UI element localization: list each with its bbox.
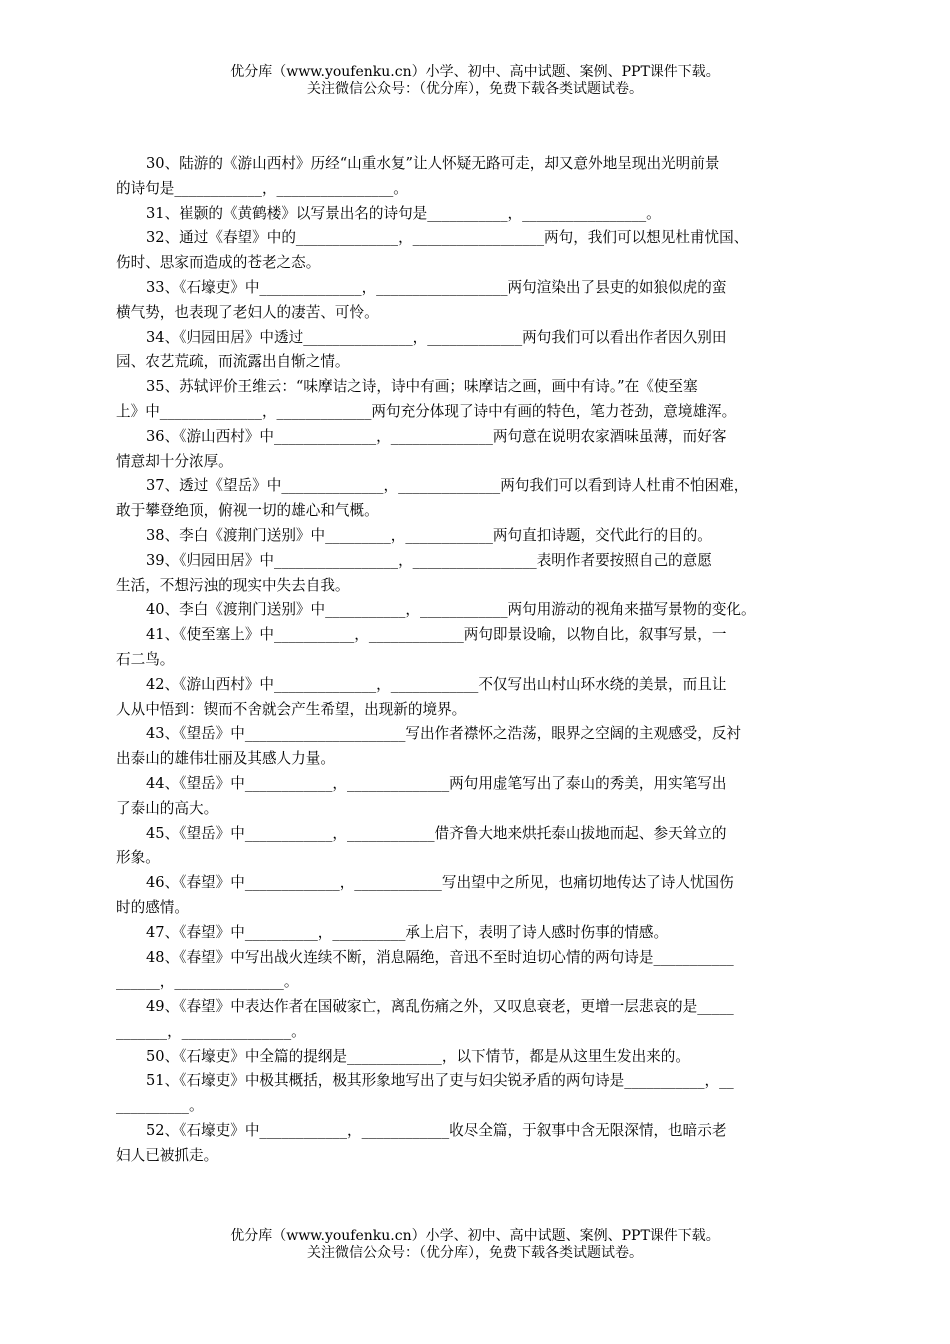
question-33 — [116, 276, 836, 326]
question-43 — [116, 722, 836, 772]
question-30 — [116, 152, 836, 202]
question-49 — [116, 995, 836, 1045]
question-37 — [116, 474, 836, 524]
footer-line-1: 优分库（www.youfenku.cn）小学、初中、高中试题、案例、PPT课件下载。 — [230, 1228, 720, 1244]
question-text: 45、《望岳》中____________，____________借齐鲁大地来烘托泰山拔地而起、参天耸立的 — [146, 824, 727, 842]
question-41 — [116, 623, 836, 673]
question-text: 37、透过《望岳》中______________，______________两句我们可以看到诗人杜甫不怕困难， — [146, 477, 749, 495]
question-text: 46、《春望》中_____________，____________写出望中之所见，也痛切地传达了诗人忧国伤 — [146, 874, 734, 892]
question-text: 33、《石壕吏》中______________，__________________两句渲染出了县吏的如狼似虎的蛮 — [146, 278, 727, 296]
question-36 — [116, 425, 836, 475]
question-text: 38、李白《渡荆门送别》中_________，____________两句直扣诗题，交代此行的目的。 — [146, 526, 712, 544]
question-50 — [116, 1045, 836, 1070]
question-51 — [116, 1069, 836, 1119]
question-text-cont: 人从中悟到：锲而不舍就会产生希望，出现新的境界。 — [116, 700, 467, 718]
question-text: 32、通过《春望》中的______________，__________________两句，我们可以想见杜甫忧国、 — [146, 229, 749, 247]
question-35 — [116, 375, 836, 425]
question-text: 51、《石壕吏》中极其概括，极其形象地写出了吏与妇尖锐矛盾的两句诗是___________，__ — [146, 1072, 734, 1090]
question-34 — [116, 326, 836, 376]
question-text-cont: 出泰山的雄伟壮丽及其感人力量。 — [116, 750, 335, 768]
question-text: 35、苏轼评价王维云：“味摩诘之诗，诗中有画；味摩诘之画，画中有诗。”在《使至塞 — [146, 378, 698, 396]
question-52 — [116, 1119, 836, 1169]
page-footer — [0, 1228, 950, 1262]
question-44 — [116, 772, 836, 822]
question-46 — [116, 871, 836, 921]
question-text-cont: 石二鸟。 — [116, 650, 175, 668]
question-text-cont: 敢于攀登绝顶，俯视一切的雄心和气概。 — [116, 502, 379, 520]
question-32 — [116, 226, 836, 276]
page-header — [0, 64, 950, 98]
question-text: 31、崔颢的《黄鹤楼》以写景出名的诗句是___________，_________________。 — [146, 204, 661, 222]
question-text-cont: 时的感情。 — [116, 898, 189, 916]
question-38 — [116, 524, 836, 549]
question-text: 44、《望岳》中____________，______________两句用虚笔写出了泰山的秀美，用实笔写出 — [146, 774, 727, 792]
question-text: 30、陆游的《游山西村》历经“山重水复”让人怀疑无路可走，却又意外地呈现出光明前景 — [146, 155, 720, 172]
question-list — [116, 152, 836, 1169]
question-text: 50、《石壕吏》中全篇的提纲是_____________，以下情节，都是从这里生发出来的。 — [146, 1047, 690, 1065]
question-42 — [116, 673, 836, 723]
question-text-cont: 的诗句是____________，________________。 — [116, 179, 408, 197]
footer-line-2: 关注微信公众号：（优分库），免费下载各类试题试卷。 — [307, 1245, 643, 1261]
question-39 — [116, 549, 836, 599]
question-text: 34、《归园田居》中透过_______________，_____________两句我们可以看出作者因久别田 — [146, 328, 727, 346]
question-text: 39、《归园田居》中_________________，_________________表明作者要按照自己的意愿 — [146, 551, 712, 569]
question-text-cont: __________。 — [116, 1097, 204, 1115]
question-text-cont: _______，_______________。 — [116, 1022, 306, 1040]
question-text: 48、《春望》中写出战火连续不断，消息隔绝，音迅不至时迫切心情的两句诗是___________ — [146, 948, 734, 966]
question-text-cont: 上》中______________，_____________两句充分体现了诗中有画的特色，笔力苍劲，意境雄浑。 — [116, 402, 737, 420]
header-line-1: 优分库（www.youfenku.cn）小学、初中、高中试题、案例、PPT课件下载。 — [230, 64, 720, 80]
question-text-cont: 园、农艺荒疏，而流露出自惭之情。 — [116, 353, 350, 371]
question-text: 49、《春望》中表达作者在国破家亡，离乱伤痛之外，又叹息衰老，更增一层悲哀的是_____ — [146, 998, 734, 1016]
question-text: 41、《使至塞上》中___________，_____________两句即景设喻，以物自比，叙事写景，一 — [146, 626, 727, 644]
question-48 — [116, 946, 836, 996]
question-text-cont: 横气势，也表现了老妇人的凄苦、可怜。 — [116, 303, 379, 321]
question-text-cont: ______，_______________。 — [116, 973, 299, 991]
question-text-cont: 妇人已被抓走。 — [116, 1146, 219, 1164]
question-text-cont: 形象。 — [116, 849, 160, 867]
header-line-2: 关注微信公众号：（优分库），免费下载各类试题试卷。 — [307, 81, 643, 97]
question-47 — [116, 921, 836, 946]
question-text: 47、《春望》中__________，__________承上启下，表明了诗人感时伤事的情感。 — [146, 923, 669, 941]
question-31 — [116, 202, 836, 227]
question-text: 36、《游山西村》中______________，______________两句意在说明农家酒味虽薄，而好客 — [146, 427, 727, 445]
question-text-cont: 情意却十分浓厚。 — [116, 452, 233, 470]
question-text: 43、《望岳》中______________________写出作者襟怀之浩荡，眼界之空阔的主观感受，反衬 — [146, 725, 742, 743]
question-text: 42、《游山西村》中______________，____________不仅写出山村山环水绕的美景，而且让 — [146, 675, 727, 693]
question-text: 52、《石壕吏》中____________，____________收尽全篇，于叙事中含无限深情，也暗示老 — [146, 1122, 727, 1140]
question-text: 40、李白《渡荆门送别》中___________，____________两句用游动的视角来描写景物的变化。 — [146, 601, 756, 619]
question-text-cont: 生活，不想污浊的现实中失去自我。 — [116, 576, 350, 594]
question-40 — [116, 598, 836, 623]
question-text-cont: 伤时、思家而造成的苍老之态。 — [116, 254, 321, 272]
question-text-cont: 了泰山的高大。 — [116, 799, 219, 817]
question-45 — [116, 822, 836, 872]
